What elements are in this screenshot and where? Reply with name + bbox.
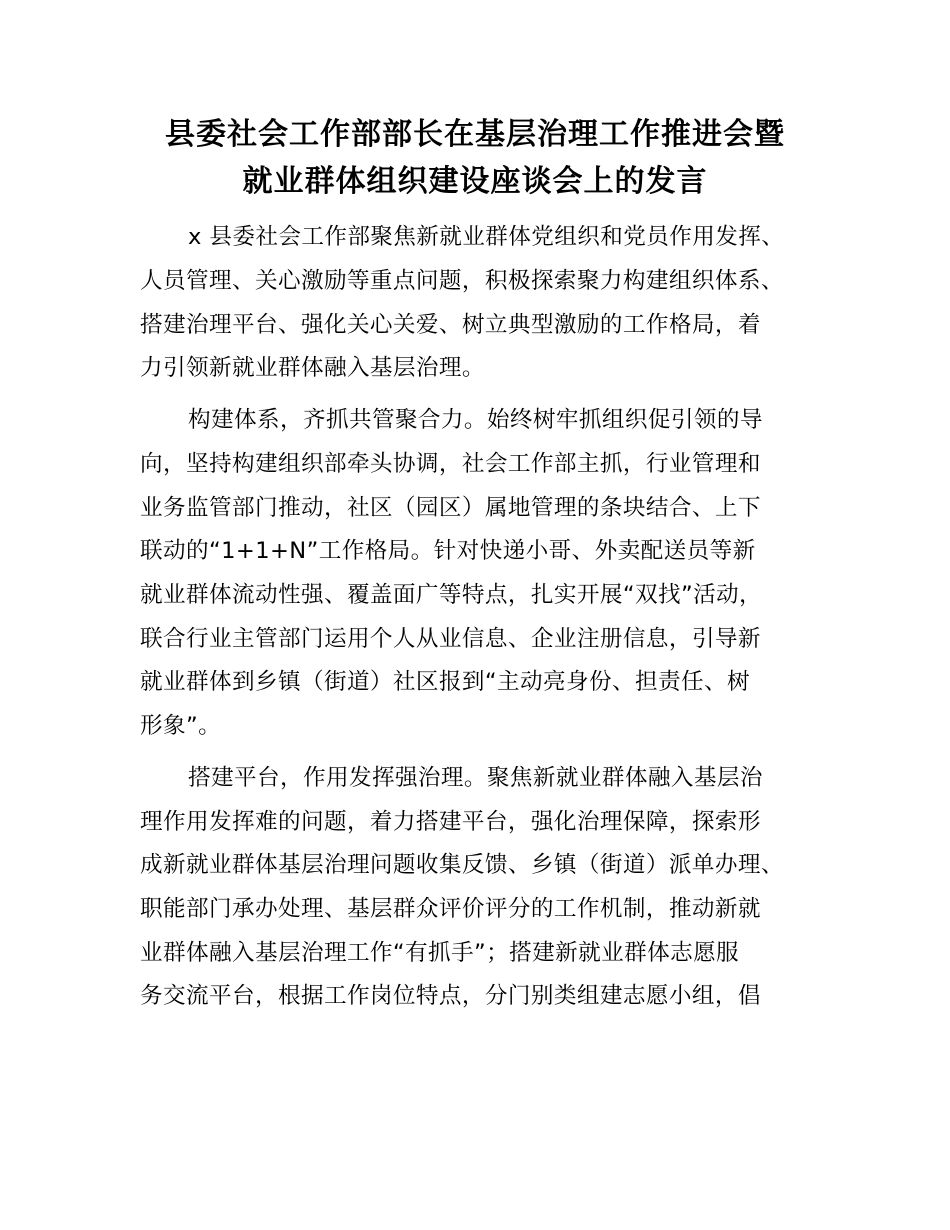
document-title-line-1: 县委社会工作部部长在基层治理工作推进会暨 <box>165 117 785 152</box>
paragraph-line: 业群体融入基层治理工作“有抓手”；搭建新就业群体志愿服 <box>140 940 740 966</box>
paragraph-line: 业务监管部门推动，社区（园区）属地管理的条块结合、上下 <box>140 495 761 521</box>
paragraph-line: 形象”。 <box>140 713 222 739</box>
paragraph-line: 联合行业主管部门运用个人从业信息、企业注册信息，引导新 <box>140 626 761 652</box>
paragraph-line: 就业群体到乡镇（街道）社区报到“主动亮身份、担责任、树 <box>140 669 750 695</box>
paragraph-line: 成新就业群体基层治理问题收集反馈、乡镇（街道）派单办理、 <box>140 852 784 878</box>
paragraph-line: 搭建平台，作用发挥强治理。聚焦新就业群体融入基层治 <box>188 765 763 791</box>
paragraph-line: 务交流平台，根据工作岗位特点，分门别类组建志愿小组，倡 <box>140 983 761 1009</box>
paragraph-line: 职能部门承办处理、基层群众评价评分的工作机制，推动新就 <box>140 896 761 922</box>
paragraph-line: 理作用发挥难的问题，着力搭建平台，强化治理保障，探索形 <box>140 809 761 835</box>
paragraph-line: 人员管理、关心激励等重点问题，积极探索聚力构建组织体系、 <box>140 268 784 294</box>
paragraph-line: 就业群体流动性强、覆盖面广等特点，扎实开展“双找”活动， <box>140 582 763 608</box>
paragraph-line: 联动的“1+1+N”工作格局。针对快递小哥、外卖配送员等新 <box>140 538 756 564</box>
paragraph-line: 构建体系，齐抓共管聚合力。始终树牢抓组织促引领的导 <box>188 407 763 433</box>
paragraph-line: 力引领新就业群体融入基层治理。 <box>140 355 485 381</box>
document-title-line-2: 就业群体组织建设座谈会上的发言 <box>242 164 708 199</box>
paragraph-line: x 县委社会工作部聚焦新就业群体党组织和党员作用发挥、 <box>188 224 785 250</box>
paragraph-line: 向，坚持构建组织部牵头协调，社会工作部主抓，行业管理和 <box>140 451 761 477</box>
paragraph-line: 搭建治理平台、强化关心关爱、树立典型激励的工作格局，着 <box>140 312 761 338</box>
